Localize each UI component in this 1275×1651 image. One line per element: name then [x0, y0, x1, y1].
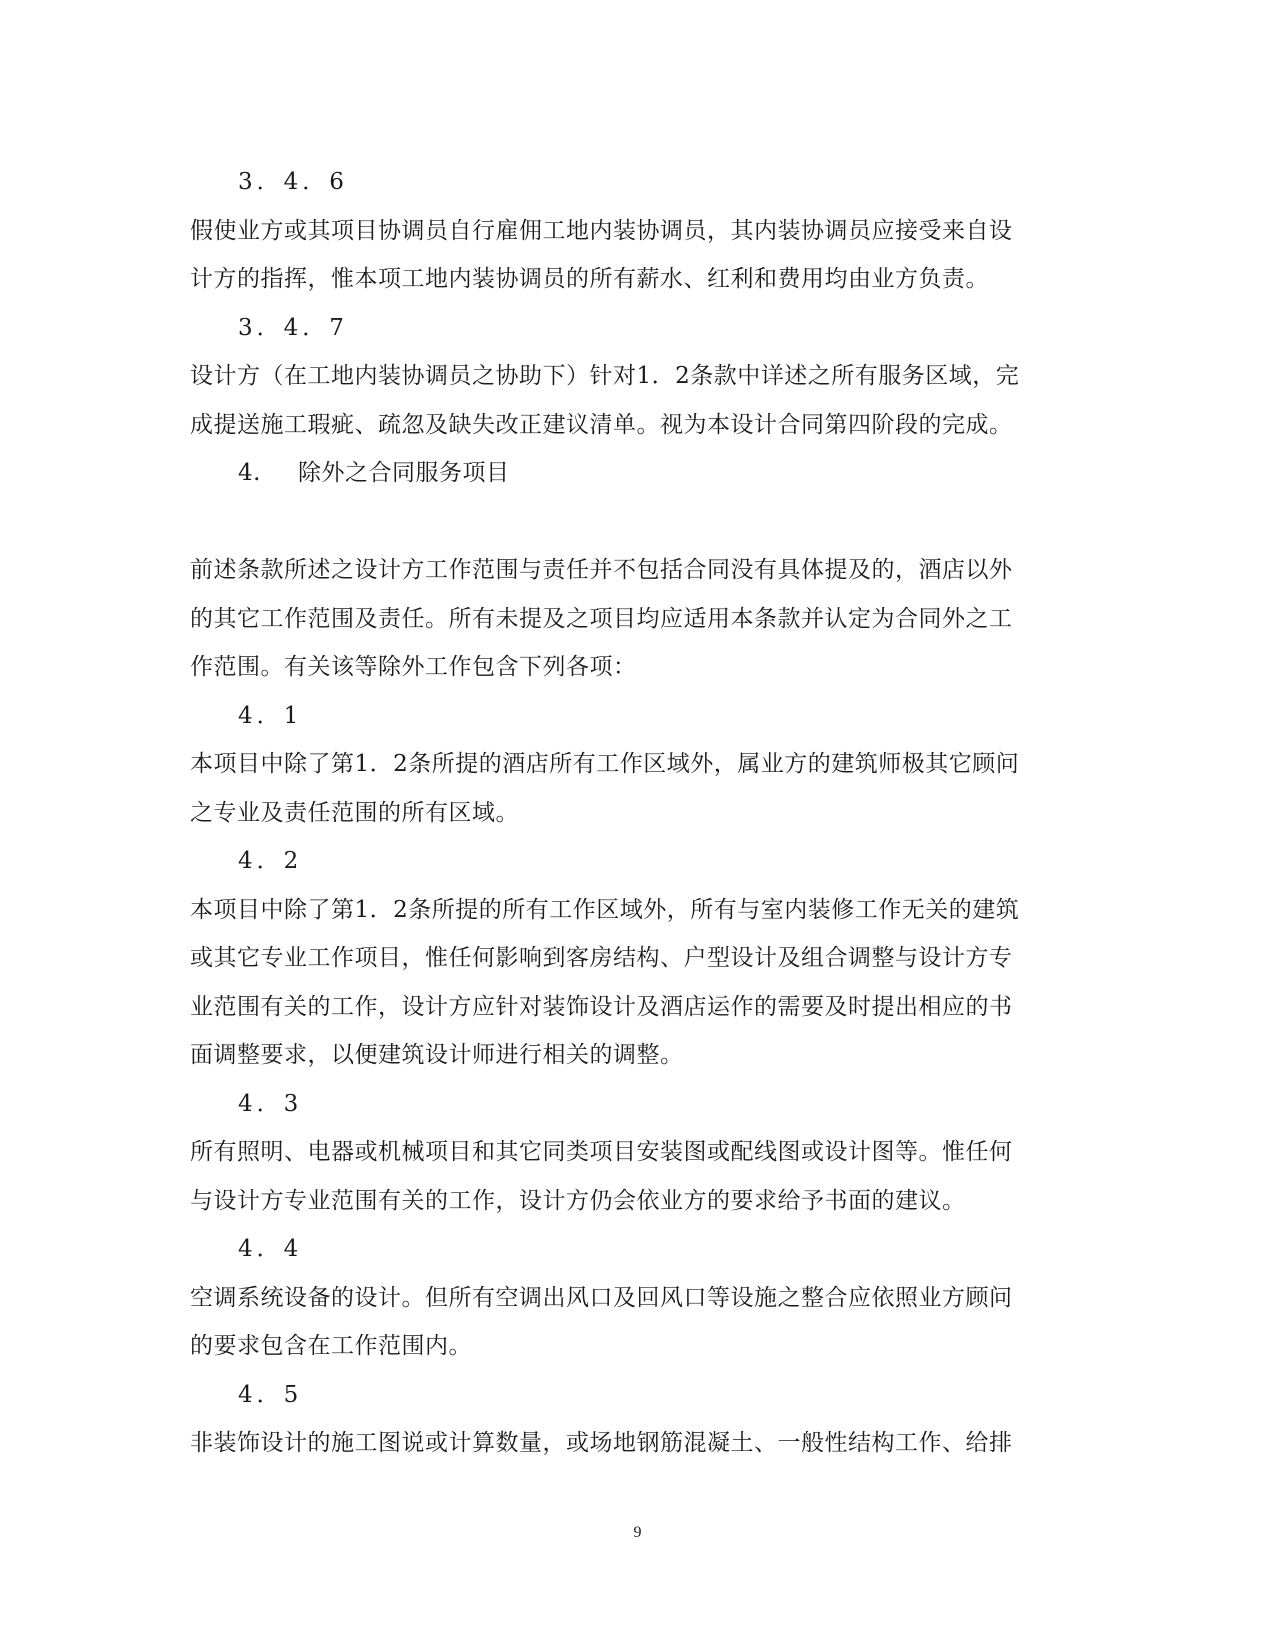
text-line: 面调整要求，以便建筑设计师进行相关的调整。 — [190, 1042, 684, 1068]
clause-number: 3．4．6 — [238, 169, 348, 195]
text-line: 空调系统设备的设计。但所有空调出风口及回风口等设施之整合应依照业方顾问 — [190, 1284, 1013, 1311]
section-heading-number: 4. — [238, 460, 261, 486]
clause-number: 4．1 — [238, 702, 303, 729]
clause-number: 3．4．7 — [238, 314, 348, 341]
document-body — [190, 158, 1070, 1468]
page-number: 9 — [633, 1524, 642, 1541]
section-heading — [190, 449, 1070, 498]
text-line: 与设计方专业范围有关的工作，设计方仍会依业方的要求给予书面的建议。 — [190, 1187, 966, 1214]
clause-number: 4．5 — [238, 1381, 303, 1408]
clause-number: 4．4 — [238, 1236, 303, 1262]
text-line: 的其它工作范围及责任。所有未提及之项目均应适用本条款并认定为合同外之工 — [190, 605, 1013, 632]
text-line: 作范围。有关该等除外工作包含下列各项： — [190, 654, 637, 680]
text-line: 成提送施工瑕疵、疏忽及缺失改正建议清单。视为本设计合同第四阶段的完成。 — [190, 411, 1013, 438]
text-line: 假使业方或其项目协调员自行雇佣工地内装协调员，其内装协调员应接受来自设 — [190, 217, 1013, 244]
text-line: 所有照明、电器或机械项目和其它同类项目安装图或配线图或设计图等。惟任何 — [190, 1139, 1013, 1165]
text-line: 非装饰设计的施工图说或计算数量，或场地钢筋混凝土、一般性结构工作、给排 — [190, 1430, 1013, 1456]
clause-number: 4．2 — [238, 848, 303, 874]
text-line: 本项目中除了第1．2条所提的酒店所有工作区域外，属业方的建筑师极其它顾问 — [190, 751, 1020, 777]
clause-number: 4．3 — [238, 1090, 303, 1117]
text-line: 之专业及责任范围的所有区域。 — [190, 799, 519, 826]
section-heading-title: 除外之合同服务项目 — [298, 460, 510, 486]
text-line: 的要求包含在工作范围内。 — [190, 1333, 472, 1359]
text-line: 设计方（在工地内装协调员之协助下）针对1．2条款中详述之所有服务区域，完 — [190, 363, 1020, 389]
blank-line — [190, 498, 1070, 547]
text-line: 或其它专业工作项目，惟任何影响到客房结构、户型设计及组合调整与设计方专 — [190, 945, 1013, 971]
text-line: 前述条款所述之设计方工作范围与责任并不包括合同没有具体提及的，酒店以外 — [190, 557, 1013, 583]
text-line: 计方的指挥，惟本项工地内装协调员的所有薪水、红利和费用均由业方负责。 — [190, 266, 989, 292]
text-line: 业范围有关的工作，设计方应针对装饰设计及酒店运作的需要及时提出相应的书 — [190, 993, 1013, 1020]
text-line: 本项目中除了第1．2条所提的所有工作区域外，所有与室内装修工作无关的建筑 — [190, 896, 1020, 923]
